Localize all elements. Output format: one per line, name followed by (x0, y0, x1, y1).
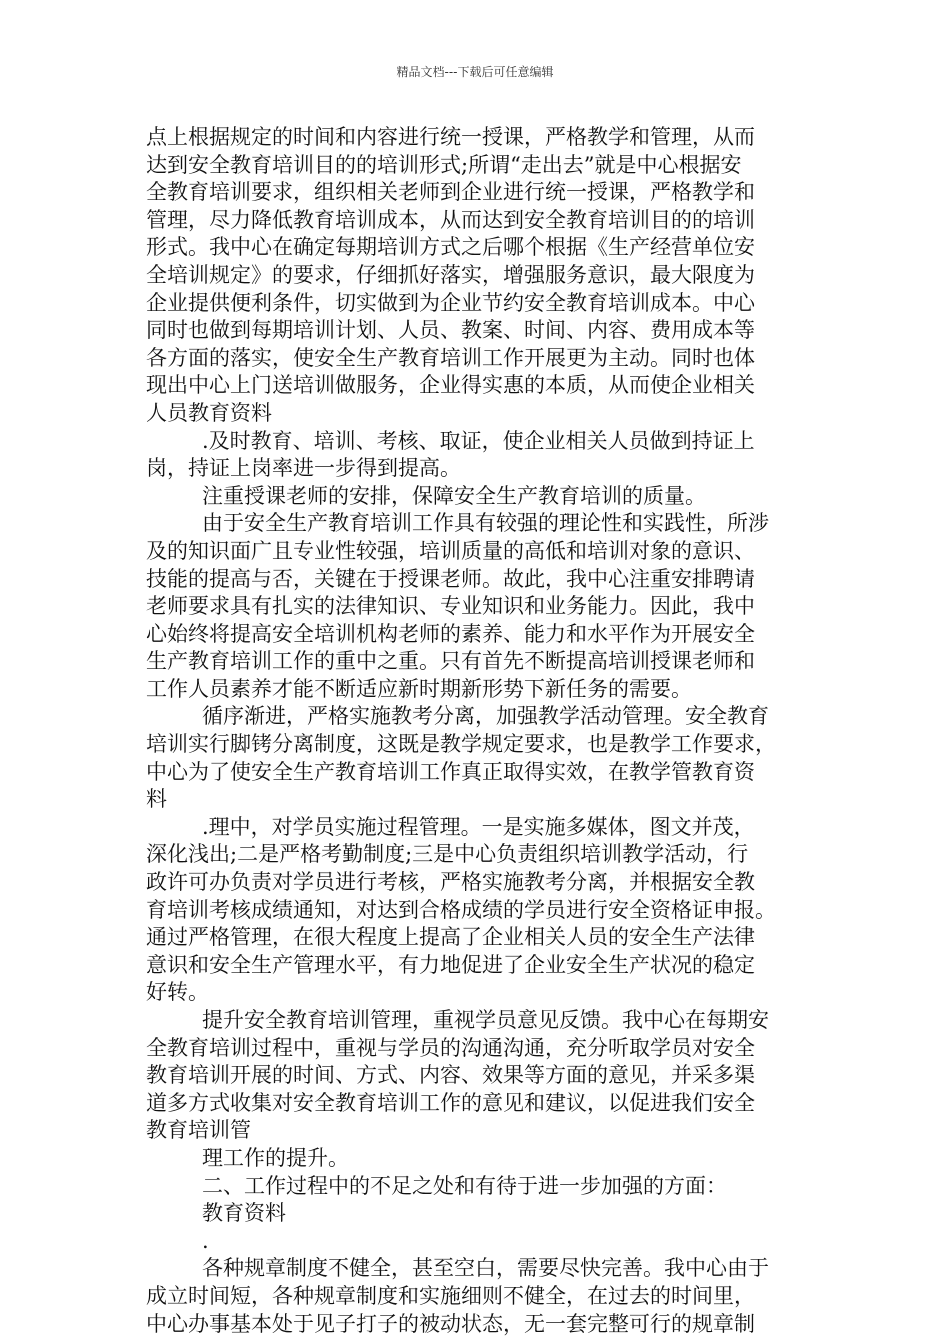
body-text-line: 及的知识面广且专业性较强，培训质量的高低和培训对象的意识、 (146, 538, 755, 563)
body-text-line: 岗，持证上岗率进一步得到提高。 (146, 456, 461, 481)
body-text-line: 全教育培训要求，组织相关老师到企业进行统一授课，严格教学和 (146, 180, 755, 205)
body-text-line: 政许可办负责对学员进行考核，严格实施教考分离，并根据安全教 (146, 870, 755, 895)
body-text-line: 工作人员素养才能不断适应新时期新形势下新任务的需要。 (146, 676, 692, 701)
body-text-line: 深化浅出;二是严格考勤制度;三是中心负责组织培训教学活动，行 (146, 842, 749, 867)
body-text-line: 教育培训管 (146, 1118, 251, 1143)
body-text-line: 管理，尽力降低教育培训成本，从而达到安全教育培训目的的培训 (146, 207, 755, 232)
body-text-line: 教育资料 (202, 1201, 286, 1226)
body-text-line: 点上根据规定的时间和内容进行统一授课，严格教学和管理，从而 (146, 125, 755, 149)
body-text-line: 企业提供便利条件，切实做到为企业节约安全教育培训成本。中心 (146, 290, 755, 315)
body-text-line: 心始终将提高安全培训机构老师的素养、能力和水平作为开展安全 (146, 621, 755, 646)
body-text-line: 技能的提高与否，关键在于授课老师。故此，我中心注重安排聘请 (146, 566, 755, 591)
body-text-line: 循序渐进，严格实施教考分离，加强教学活动管理。安全教育 (202, 704, 769, 729)
body-text-line: 育培训考核成绩通知，对达到合格成绩的学员进行安全资格证申报。 (146, 897, 776, 922)
body-text-line: 好转。 (146, 980, 209, 1005)
body-text-line: 二、工作过程中的不足之处和有待于进一步加强的方面： (202, 1173, 727, 1198)
body-text-line: 教育培训开展的时间、方式、内容、效果等方面的意见，并采多渠 (146, 1063, 755, 1088)
body-text-line: 注重授课老师的安排，保障安全生产教育培训的质量。 (202, 483, 706, 508)
body-text-line: 同时也做到每期培训计划、人员、教案、时间、内容、费用成本等 (146, 318, 755, 343)
body-text-line: 意识和安全生产管理水平，有力地促进了企业安全生产状况的稳定 (146, 952, 755, 977)
body-text-line: 老师要求具有扎实的法律知识、专业知识和业务能力。因此，我中 (146, 594, 755, 619)
body-text-line: 提升安全教育培训管理，重视学员意见反馈。我中心在每期安 (202, 1008, 769, 1032)
body-text-line: 各方面的落实，使安全生产教育培训工作开展更为主动。同时也体 (146, 345, 755, 370)
body-text-line: . (202, 1228, 209, 1253)
body-text-line: 达到安全教育培训目的的培训形式;所谓“走出去”就是中心根据安 (146, 152, 742, 177)
body-text-line: 全教育培训过程中，重视与学员的沟通沟通，充分听取学员对安全 (146, 1035, 755, 1060)
body-text-line: 中心为了使安全生产教育培训工作真正取得实效，在教学管教育资 (146, 759, 755, 784)
body-text-line: 中心办事基本处于见子打子的被动状态，无一套完整可行的规章制 (146, 1311, 755, 1336)
body-text-line: 成立时间短，各种规章制度和实施细则不健全，在过去的时间里， (146, 1283, 755, 1308)
body-text-line: 道多方式收集对安全教育培训工作的意见和建议，以促进我们安全 (146, 1090, 755, 1115)
body-text-line: 各种规章制度不健全，甚至空白，需要尽快完善。我中心由于 (202, 1256, 769, 1281)
body-text-line: 现出中心上门送培训做服务，企业得实惠的本质，从而使企业相关 (146, 373, 755, 398)
body-text-line: 生产教育培训工作的重中之重。只有首先不断提高培训授课老师和 (146, 649, 755, 674)
body-text-line: 人员教育资料 (146, 400, 272, 425)
body-text-line: 培训实行脚铐分离制度，这既是教学规定要求，也是教学工作要求， (146, 732, 776, 757)
body-text-line: 全培训规定》的要求，仔细抓好落实，增强服务意识，最大限度为 (146, 262, 755, 287)
document-body (146, 124, 811, 1338)
body-text-line: 通过严格管理，在很大程度上提高了企业相关人员的安全生产法律 (146, 925, 755, 950)
body-text-line: .及时教育、培训、考核、取证，使企业相关人员做到持证上 (202, 428, 755, 453)
body-text-line: 形式。我中心在确定每期培训方式之后哪个根据《生产经营单位安 (146, 235, 755, 260)
page-header: 精品文档---下载后可任意编辑 (396, 65, 554, 79)
body-text-line: 理工作的提升。 (202, 1145, 349, 1170)
body-text-line: 料 (146, 787, 167, 812)
body-text-line: .理中，对学员实施过程管理。一是实施多媒体，图文并茂， (202, 814, 755, 839)
body-text-line: 由于安全生产教育培训工作具有较强的理论性和实践性，所涉 (202, 511, 769, 536)
